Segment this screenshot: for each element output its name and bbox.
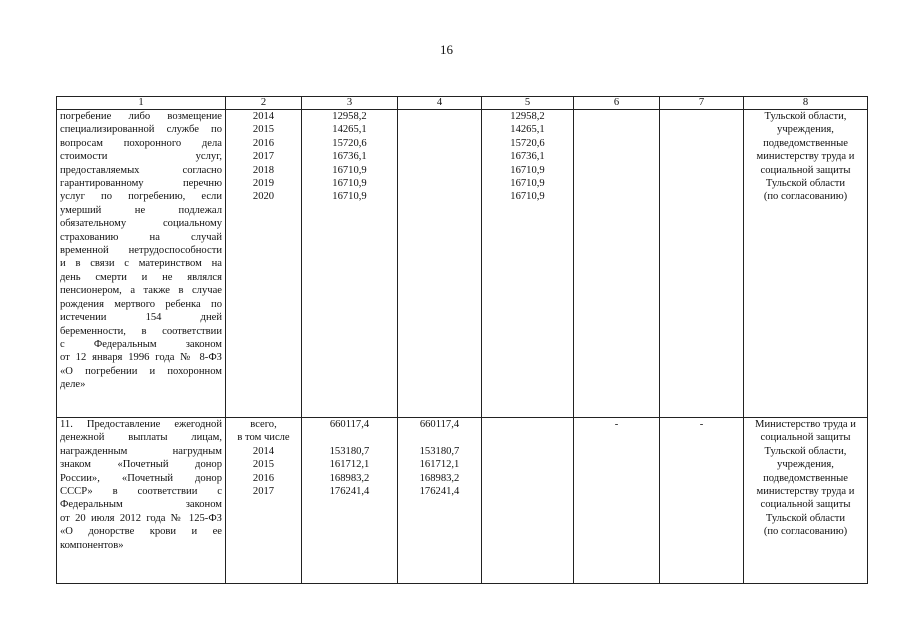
text-line: Тульской области, [764,445,847,457]
text-line: подведомственные [763,137,848,149]
other-amount-cell: - [660,418,744,584]
budget-table [56,96,868,584]
text-line: Министерство труда и [755,419,856,430]
text-line: 12958,2 [510,111,545,122]
text-line: 16710,9 [332,178,367,190]
text-line: 11. Предоставление ежегодной [60,419,222,430]
text-line: 2014 [252,111,275,122]
text-line: от 20 июля 2012 года № 125-ФЗ [60,512,222,524]
text-line: предоставляемых согласно [60,164,222,176]
header-cell: 2 [226,97,302,110]
text-line: 168983,2 [329,472,370,484]
text-line: России», «Почетный донор [60,472,222,484]
executor-cell [744,110,868,418]
text-line: социальной защиты [760,164,851,176]
text-line: социальной защиты [760,499,851,511]
text-line: 16710,9 [510,178,545,190]
text-line: Тульской области [765,512,846,524]
text-line: 16710,9 [510,164,545,176]
text-line: компонентов» [60,539,124,551]
text-line: 2015 [252,124,275,136]
text-line: (по согласованию) [763,526,848,538]
text-line: гарантированному перечню [60,178,222,190]
text-line: 12958,2 [332,111,367,122]
text-line: 14265,1 [332,124,367,136]
text-line [305,431,394,444]
text-line: Федеральным законом [60,499,222,511]
local-amount-cell [574,110,660,418]
text-line: учреждения, [777,459,834,471]
text-line: и в связи с материнством на [60,258,222,270]
text-line: Тульской области [765,178,846,190]
years-cell [226,110,302,418]
header-cell: 6 [574,97,660,110]
text-line: 153180,7 [419,445,460,457]
text-line: 2014 [252,445,275,457]
text-line: 2019 [252,178,275,190]
total-amount-cell [302,110,398,418]
text-line: «О донорстве крови и ее [60,526,222,538]
text-line: страхованию на случай [60,231,222,243]
page-number: 16 [440,42,453,57]
text-line: награжденным нагрудным [60,445,222,457]
text-line: в том числе [237,432,290,444]
text-line: день смерти и не являлся [60,271,222,283]
text-line: истечении 154 дней [60,312,222,324]
header-cell: 5 [482,97,574,110]
text-line: 176241,4 [329,486,370,498]
text-line: 161712,1 [329,459,370,471]
text-line: министерству труда и [756,486,855,498]
text-line: 2018 [252,164,275,176]
executor-cell [744,418,868,584]
text-line: временной нетрудоспособности [60,245,222,257]
text-line: пенсионером, а также в случае [60,285,222,297]
header-row [57,97,868,110]
measure-description [57,110,226,418]
text-line: 2017 [252,486,275,498]
text-line: 14265,1 [510,124,545,136]
header-cell: 3 [302,97,398,110]
text-line: от 12 января 1996 года № 8-ФЗ [60,352,222,364]
text-line: 16710,9 [510,191,545,203]
text-line: Тульской области, [764,111,847,122]
text-line: денежной выплаты лицам, [60,432,222,444]
text-line: 15720,6 [332,137,367,149]
text-line: 2016 [252,472,275,484]
text-line: 161712,1 [419,459,460,471]
text-line: беременности, в соответствии [60,325,222,337]
header-cell: 8 [744,97,868,110]
text-line: 16736,1 [510,151,545,163]
text-line: обязательному социальному [60,218,222,230]
text-line: знаком «Почетный донор [60,459,222,471]
text-line: стоимости услуг, [60,151,222,163]
header-cell: 4 [398,97,482,110]
local-amount-cell: - [574,418,660,584]
text-line: 2017 [252,151,275,163]
table-row [57,110,868,418]
text-line: специализированной службе по [60,124,222,136]
text-line: 2020 [252,191,275,203]
total-amount-cell [302,418,398,584]
text-line: погребение либо возмещение [60,111,222,122]
text-line: министерству труда и [756,151,855,163]
table-row [57,418,868,584]
text-line: подведомственные [763,472,848,484]
text-line: с Федеральным законом [60,338,222,350]
other-amount-cell [660,110,744,418]
text-line: деле» [60,379,86,391]
text-line: 16710,9 [332,164,367,176]
regional-amount-cell [482,418,574,584]
text-line: 153180,7 [329,445,370,457]
text-line: услуг по погребению, если [60,191,222,203]
regional-amount-cell [482,110,574,418]
text-line: (по согласованию) [763,191,848,203]
text-line: 16736,1 [332,151,367,163]
text-line: «О погребении и похоронном [60,365,222,377]
text-line: 660117,4 [419,419,460,430]
text-line: 2016 [252,137,275,149]
text-line: 2015 [252,459,275,471]
text-line: умерший не подлежал [60,204,222,216]
text-line: 15720,6 [510,137,545,149]
text-line: 660117,4 [329,419,370,430]
header-cell: 7 [660,97,744,110]
measure-description [57,418,226,584]
text-line: вопросам похоронного дела [60,137,222,149]
text-line: 176241,4 [419,486,460,498]
text-line: рождения мертвого ребенка по [60,298,222,310]
text-line: СССР» в соответствии с [60,486,222,498]
federal-amount-cell [398,110,482,418]
text-line: учреждения, [777,124,834,136]
years-cell [226,418,302,584]
text-line: социальной защиты [760,432,851,444]
text-line: 168983,2 [419,472,460,484]
federal-amount-cell [398,418,482,584]
text-line: 16710,9 [332,191,367,203]
text-line: всего, [250,419,277,430]
header-cell: 1 [57,97,226,110]
text-line [401,431,478,444]
